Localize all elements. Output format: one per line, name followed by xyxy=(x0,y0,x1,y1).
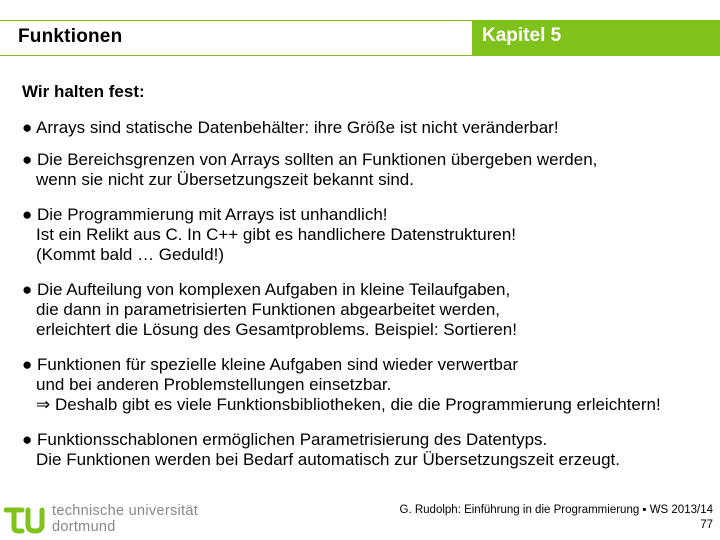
logo-line-2: dortmund xyxy=(52,519,116,535)
slide-header xyxy=(0,20,720,56)
bullet-line: ● Die Aufteilung von komplexen Aufgaben in kleine Teilaufgaben, xyxy=(22,280,511,299)
bullet-line: und bei anderen Problemstellungen einsetzbar. xyxy=(36,375,392,394)
header-chapter-bar xyxy=(472,20,720,56)
credit-text: G. Rudolph: Einführung in die Programmierung ▪ WS 2013/14 xyxy=(399,504,713,516)
bullet-line: (Kommt bald … Geduld!) xyxy=(36,245,225,264)
page-number: 77 xyxy=(700,519,713,531)
logo-line-1: technische universität xyxy=(52,503,199,519)
bullet-line: wenn sie nicht zur Übersetzungszeit bekannt sind. xyxy=(36,170,414,189)
chapter-label: Kapitel 5 xyxy=(482,25,562,46)
header-title-bar xyxy=(0,20,472,56)
bullet-reusable-functions xyxy=(22,355,661,415)
bullet-arrays-unwieldy xyxy=(22,205,516,265)
bullet-line: ⇒ Deshalb gibt es viele Funktionsbibliotheken, die die Programmierung erleichtern! xyxy=(36,395,661,414)
logo-wordmark xyxy=(52,503,198,535)
bullet-line: ● Funktionen für spezielle kleine Aufgaben sind wieder verwertbar xyxy=(22,355,518,374)
bullet-line: ● Arrays sind statische Datenbehälter: ihre Größe ist nicht veränderbar! xyxy=(22,118,559,137)
lead-text: Wir halten fest: xyxy=(22,82,145,101)
bullet-arrays-static xyxy=(22,118,559,138)
university-logo xyxy=(4,503,204,539)
slide-title: Funktionen xyxy=(18,26,123,47)
bullet-line: ● Die Programmierung mit Arrays ist unhandlich! xyxy=(22,205,388,224)
tu-logo-icon xyxy=(4,503,48,537)
bullet-line: Die Funktionen werden bei Bedarf automatisch zur Übersetzungszeit erzeugt. xyxy=(36,450,620,469)
bullet-line: ● Funktionsschablonen ermöglichen Parametrisierung des Datentyps. xyxy=(22,430,548,449)
bullet-line: erleichtert die Lösung des Gesamtproblems. Beispiel: Sortieren! xyxy=(36,320,517,339)
bullet-line: Ist ein Relikt aus C. In C++ gibt es handlichere Datenstrukturen! xyxy=(36,225,517,244)
bullet-array-bounds xyxy=(22,150,597,190)
bullet-task-decomposition xyxy=(22,280,517,340)
bullet-function-templates xyxy=(22,430,620,470)
bullet-line: die dann in parametrisierten Funktionen abgearbeitet werden, xyxy=(36,300,501,319)
bullet-line: ● Die Bereichsgrenzen von Arrays sollten an Funktionen übergeben werden, xyxy=(22,150,598,169)
footer-credit xyxy=(400,503,713,533)
